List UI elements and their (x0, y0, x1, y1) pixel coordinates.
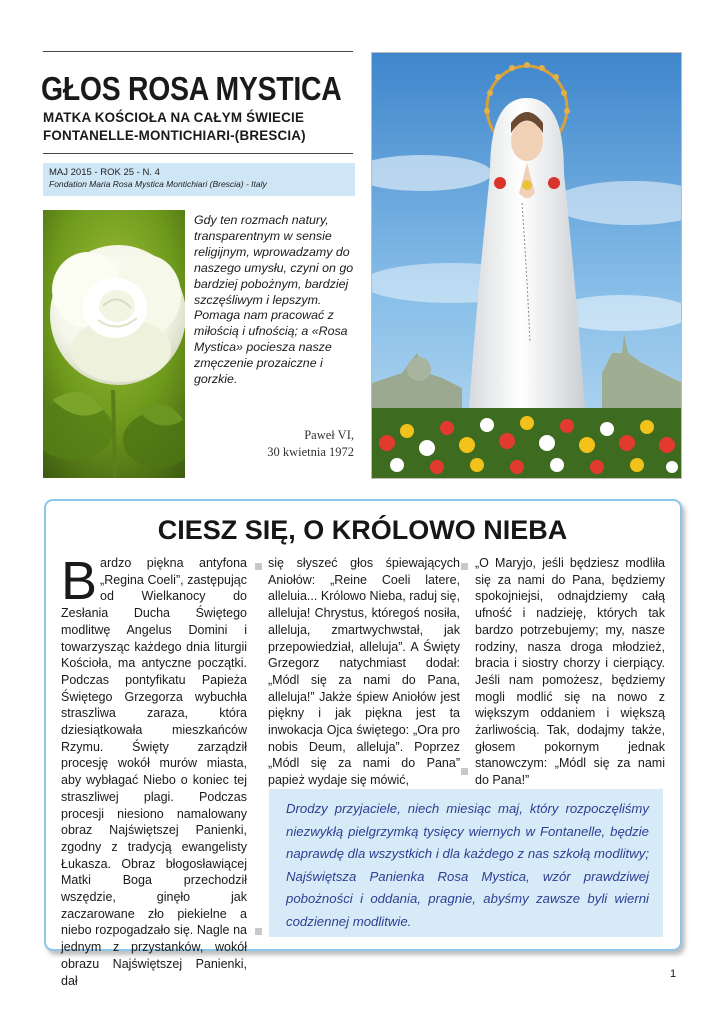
quote-author: Paweł VI, (304, 428, 354, 442)
quote-date: 30 kwietnia 1972 (267, 445, 354, 459)
article-column-1-text: ardzo piękna antyfona „Regina Coeli”, zastępując od Wielkanocy do Zesłania Ducha Świętego modlitwę Angelus Domini i towarzysząc każdego dnia liturgii Kościoła, ma antyczne początki. Podczas pontyfikatu Papieża Świętego Grzegorza wybuchła straszliwa zaraza, która dziesiątkowała mieszkańców Rzymu. Święty zarządził procesję wokół murów miasta, aby wybłagać Niebo o koniec tej straszliwej plagi. Podczas procesji niesiono namalowany obraz Najświętszej Panienki, zgodny z tradycją ewangelisty Łukasza. Obraz błogosławiącej Matki Boga przechodził wszędzie, ginęło jak zaczarowane zło piekielne a niebo rozpogadzało się. Nagle na jednym z przystanków, wokół obrazu Najświętszej Panienki, dał (61, 556, 247, 988)
column-separator-mid-right (461, 768, 468, 775)
masthead-title: GŁOS ROSA MYSTICA (41, 70, 342, 107)
masthead-subtitle-2: FONTANELLE-MONTICHIARI-(BRESCIA) (43, 128, 306, 143)
article-column-1 (61, 551, 247, 989)
quote-attribution (194, 427, 354, 461)
column-separator-top-left (255, 563, 262, 570)
column-separator-top-right (461, 563, 468, 570)
article-column-2: się słyszeć głos śpiewających Aniołów: „Reine Coeli latere, alleluia... Królowo Nieba, raduj się, alleluja! Chrystus, któregoś nosiła, alleluja, zmartwychwstał, jak przepowiedział, alleluja”. A Święty Grzegorz natychmiast dodał: „Módl się za nami do Pana, alleluja!” Jakże śpiew Aniołów jest piękny i jak piękna jest ta inwokacja Ojca świętego: „Ora pro nobis Deum, alleluja”. Poprzez „Módl się za nami do Pana” papież wydaje się mówić, (268, 556, 460, 788)
madonna-statue-photo (371, 52, 682, 479)
quote-text: Gdy ten rozmach natury, transparentnym w sensie religijnym, wprowadzamy do naszego umysłu, czyni on go bardziej pobożnym, bardziej szczęśliwym i lepszym. Pomaga nam pracować z miłością i ufnością; a «Rosa Mystica» pociesza nasze zmęczenie prozaiczne i gorzkie. (194, 213, 354, 387)
issue-info-box (43, 163, 355, 196)
issue-line: MAJ 2015 - ROK 25 - N. 4 (49, 167, 160, 178)
foundation-line: Fondation Maria Rosa Mystica Montichiari (Brescia) - Italy (49, 179, 267, 189)
column-separator-bottom-left (255, 928, 262, 935)
callout-box: Drodzy przyjaciele, niech miesiąc maj, który rozpoczęliśmy niezwykłą pielgrzymką tysięcy wiernych w Fontanelle, będzie naprawdę dla wszystkich i dla każdego z nas szkołą modlitwy; Najświętsza Panienka Rosa Mystica, wzór prawdziwej pobożności i oddania, pragnie, abyśmy zawsze byli wierni codziennej modlitwie. (269, 789, 663, 937)
masthead-top-rule (43, 51, 353, 52)
article-column-3: „O Maryjo, jeśli będziesz modliła się za nami do Pana, będziemy spokojniejsi, odnajdziemy całą ufność i nadzieję, których tak bardzo potrzebujemy; my, nasze rodziny, nasza droga młodzież, bracia i siostry chorzy i cierpiący. Jeśli nam pomożesz, będziemy mogli modlić się na nowo z większym oddaniem i większą żarliwością. Tak, dodajmy także, głosem pokornym jednak stanowczym: „Módl się za nami do Pana!” (475, 556, 665, 788)
article-headline: CIESZ SIĘ, O KRÓLOWO NIEBA (157, 515, 568, 545)
page-number: 1 (670, 968, 677, 980)
white-rose-photo (43, 210, 185, 478)
drop-cap: B (61, 551, 98, 611)
masthead-bottom-rule (43, 153, 353, 154)
masthead-subtitle-1: MATKA KOŚCIOŁA NA CAŁYM ŚWIECIE (43, 110, 305, 125)
